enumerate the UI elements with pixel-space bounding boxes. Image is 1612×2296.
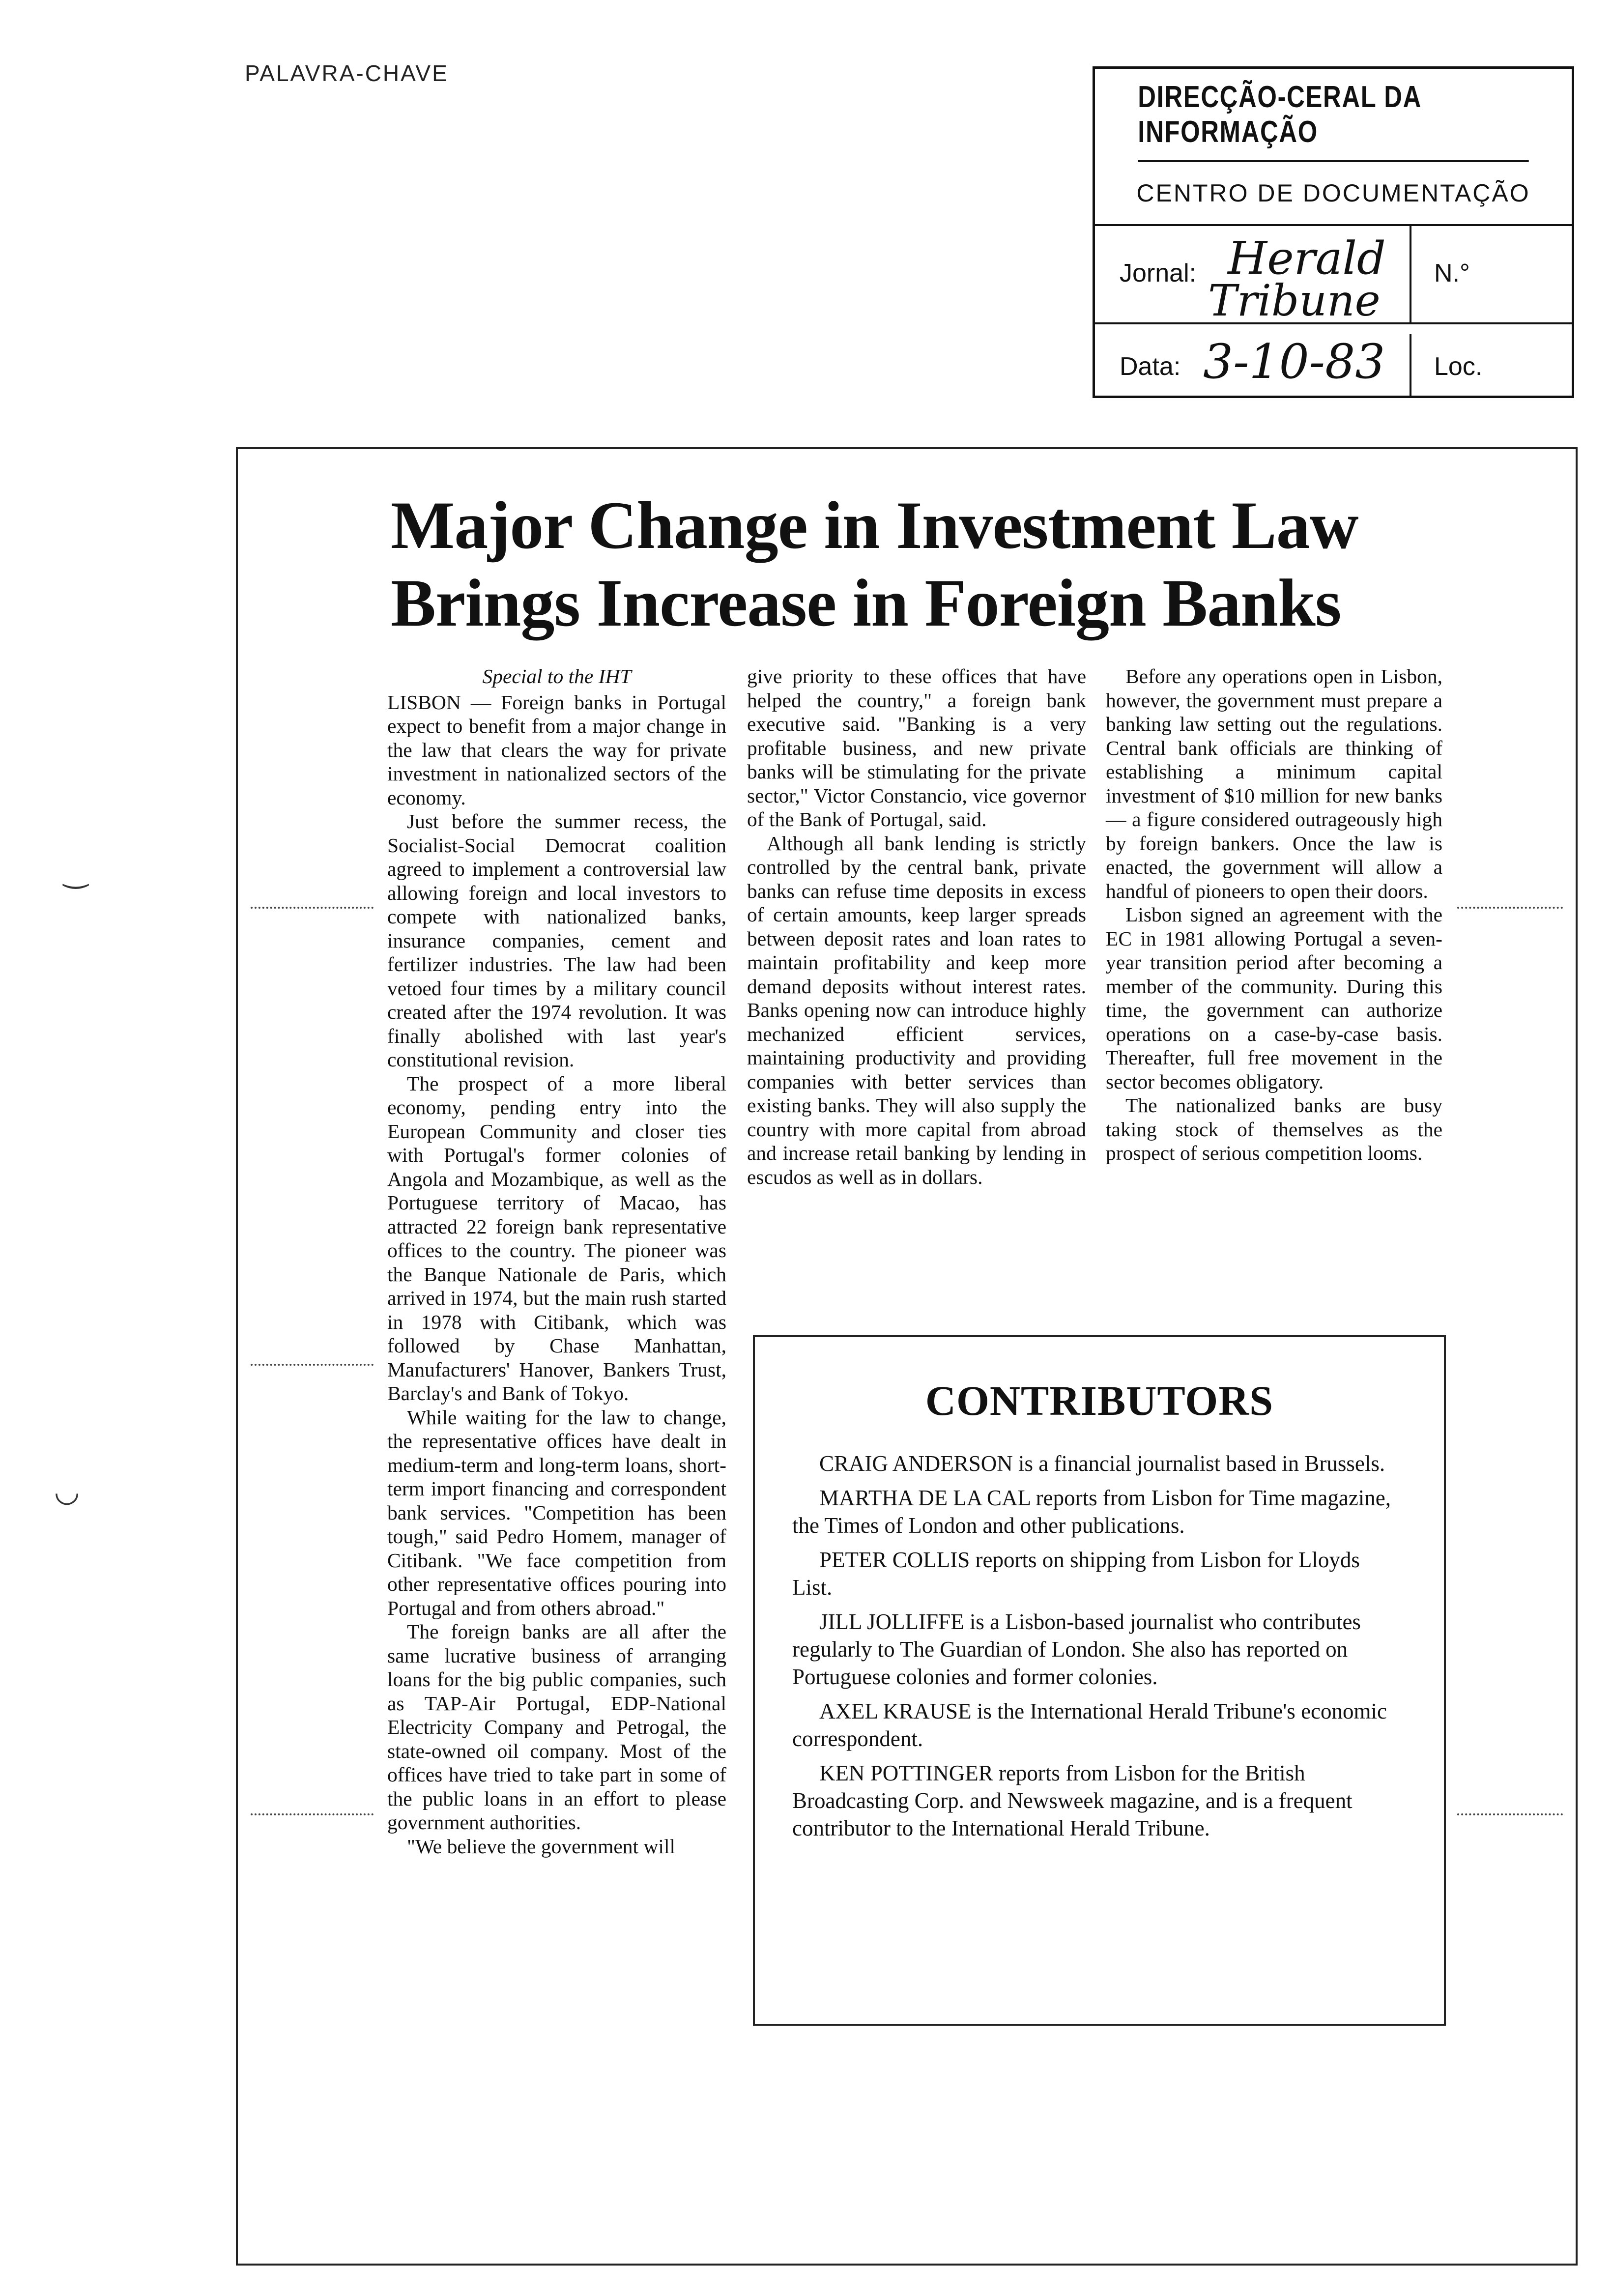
data-handwritten: 3-10-83 [1203,334,1385,389]
scan-mark: ‿ [64,856,88,889]
paragraph: The prospect of a more liberal economy, pending entry into the European Community and closer ties with Portugal's former colonies of Angola and Mozambique, as well as the Portuguese territory of Macao, has attracted 22 foreign bank representative offices to the country. The pioneer was the Banque Nationale de Paris, which arrived in 1974, but the main rush started in 1978 with Citibank, which was followed by Chase Manhattan, Manufacturers' Hanover, Bankers Trust, Barclay's and Bank of Tokyo. [387,1072,726,1405]
paragraph: Although all bank lending is strictly controlled by the central bank, private banks can refuse time deposits in excess of certain amounts, keep larger spreads between deposit rates and loan rates to maintain profitability and keep more demand deposits without interest rates. Banks opening now can introduce highly mechanized efficient services, maintaining productivity and providing companies with better services than existing banks. They will also supply the country with more capital from abroad and increase retail banking by lending in escudos as well as in dollars. [747,832,1086,1188]
paragraph: Just before the summer recess, the Socialist-Social Democrat coalition agreed to implement a controversial law allowing foreign and local investors to compete with nationalized banks, insurance companies, cement and fertilizer industries. The law had been vetoed four times by a military council created after the 1974 revolution. It was finally abolished with last year's constitutional revision. [387,810,726,1071]
margin-guide [1457,907,1563,909]
stamp-divider [1410,334,1411,398]
paragraph: The foreign banks are all after the same lucrative business of arranging loans for the big public companies, such as TAP-Air Portugal, EDP-National Electricity Company and Petrogal, the state-owned oil company. Most of the offices have tried to take part in some of the public loans in an effort to please government authorities. [387,1620,726,1834]
article-column-2 [747,664,1086,1189]
contributors-list [792,1450,1402,1849]
contributor-entry: KEN POTTINGER reports from Lisbon for the British Broadcasting Corp. and Newsweek magazine, and is a frequent contributor to the International Herald Tribune. [792,1761,1353,1840]
stamp-jornal-row [1095,226,1572,324]
headline [391,487,1521,642]
contributor-entry: JILL JOLLIFFE is a Lisbon-based journalist who contributes regularly to The Guardian of London. She also has reported on Portuguese colonies and former colonies. [792,1609,1361,1689]
paragraph: LISBON — Foreign banks in Portugal expect to benefit from a major change in the law that clears the way for private investment in nationalized sectors of the economy. [387,690,726,809]
contributor-entry: CRAIG ANDERSON is a financial journalist based in Brussels. [819,1451,1385,1476]
keyword-label: PALAVRA-CHAVE [245,60,449,86]
data-label: Data: [1120,352,1181,381]
contributor-entry: PETER COLLIS reports on shipping from Lisbon for Lloyds List. [792,1548,1360,1600]
jornal-handwritten-line2: Tribune [1208,275,1381,326]
margin-guide [251,1364,374,1366]
paragraph: The nationalized banks are busy taking stock of themselves as the prospect of serious competition looms. [1106,1094,1442,1164]
stamp-agency: DIRECÇÃO-CERAL DA INFORMAÇÃO [1138,69,1528,162]
paragraph: Before any operations open in Lisbon, however, the government must prepare a banking law setting out the regulations. Central bank officials are thinking of establishing a minimum capital investment of $10 million for new banks — a figure considered outrageously high by foreign bankers. Once the law is enacted, the government will allow a handful of pioneers to open their doors. [1106,665,1442,902]
jornal-label: Jornal: [1120,259,1197,287]
stamp-data-row [1095,324,1572,398]
paragraph: Lisbon signed an agreement with the EC in 1981 allowing Portugal a seven-year transition period after becoming a member of the community. During this time, the government can authorize operations on a case-by-case basis. Thereafter, full free movement in the sector becomes obligatory. [1106,903,1442,1093]
loc-label: Loc. [1434,352,1483,381]
headline-line-1: Major Change in Investment Law [391,488,1358,563]
jornal-handwritten-line1: Herald [1228,232,1386,285]
margin-guide [251,907,374,909]
paragraph: give priority to these offices that have helped the country," a foreign bank executive said. "Banking is a very profitable business, and new private banks will be stimulating for the private sector," Victor Constancio, vice governor of the Bank of Portugal, said. [747,665,1086,831]
paragraph: "We believe the government will [407,1835,676,1858]
archive-stamp [1093,66,1574,398]
paragraph: While waiting for the law to change, the representative offices have dealt in medium-term and long-term loans, short-term import financing and correspondent bank services. "Competition has been tough," said Pedro Homem, manager of Citibank. "We face competition from other representative offices pouring into Portugal and from others abroad." [387,1406,726,1619]
article-column-1 [387,664,726,1858]
headline-line-2: Brings Increase in Foreign Banks [391,565,1341,640]
article-column-3 [1106,664,1442,1165]
scan-mark: ◡ [54,1475,80,1508]
margin-guide [1457,1813,1563,1815]
contributor-entry: AXEL KRAUSE is the International Herald Tribune's economic correspondent. [792,1699,1387,1751]
kicker: Special to the IHT [482,665,632,688]
stamp-divider [1410,226,1411,324]
contributors-title: CONTRIBUTORS [925,1377,1274,1424]
numero-label: N.° [1434,259,1470,287]
margin-guide [251,1813,374,1815]
stamp-center: CENTRO DE DOCUMENTAÇÃO [1095,162,1572,226]
contributor-entry: MARTHA DE LA CAL reports from Lisbon for Time magazine, the Times of London and other publications. [792,1486,1391,1538]
